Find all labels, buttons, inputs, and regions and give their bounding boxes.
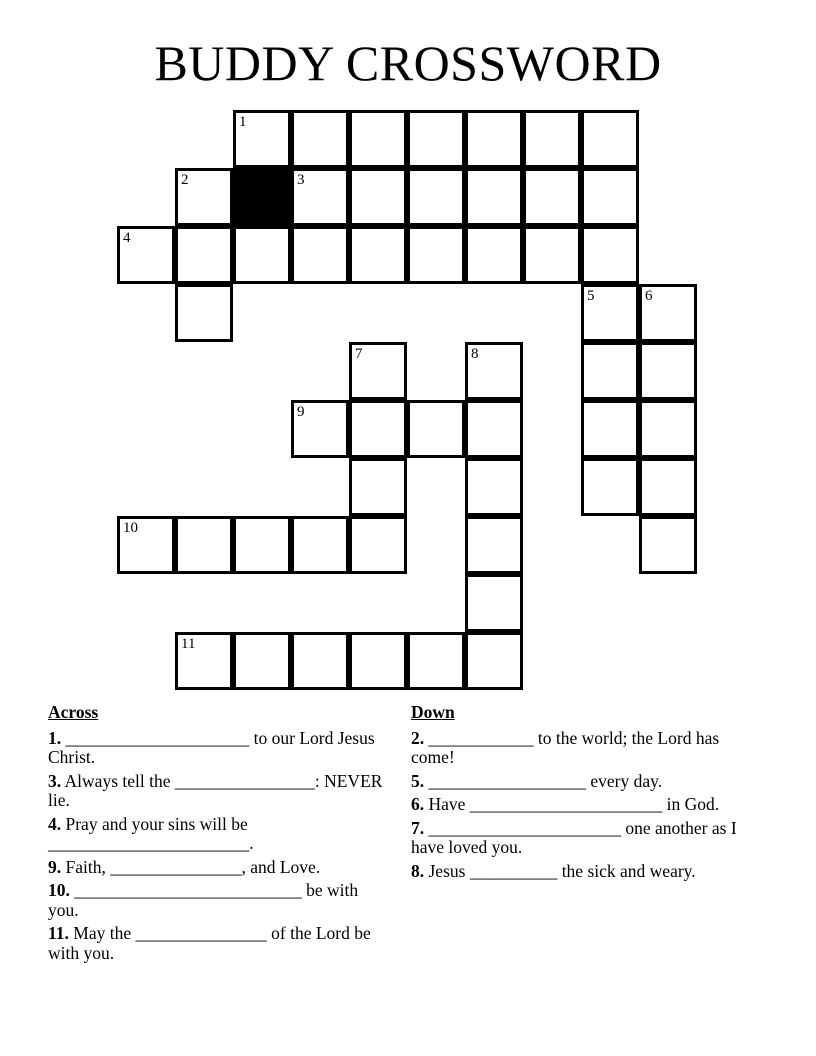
- grid-cell[interactable]: [465, 110, 523, 168]
- clue-number: 5.: [411, 770, 425, 791]
- clue-number-label: 11: [181, 636, 196, 652]
- clue-text: __________________ every day.: [428, 770, 663, 791]
- clue-text: _____________________ to our Lord Jesus Christ.: [48, 727, 375, 767]
- grid-cell[interactable]: [175, 226, 233, 284]
- down-clue: [411, 772, 746, 792]
- clue-number-label: 4: [123, 230, 131, 246]
- grid-cell[interactable]: [407, 400, 465, 458]
- grid-cell[interactable]: [581, 110, 639, 168]
- clue-text: ______________________ one another as I have loved you.: [411, 817, 737, 857]
- grid-cell[interactable]: [581, 458, 639, 516]
- grid-cell[interactable]: [349, 110, 407, 168]
- grid-cell[interactable]: [117, 516, 175, 574]
- clue-text: Have ______________________ in God.: [428, 794, 720, 814]
- grid-cell[interactable]: [175, 168, 233, 226]
- grid-cell[interactable]: [407, 226, 465, 284]
- across-clues: [48, 703, 383, 967]
- clue-number-label: 9: [297, 404, 305, 420]
- clue-number: 8.: [411, 860, 425, 881]
- grid-cell[interactable]: [581, 400, 639, 458]
- clue-number: 1.: [48, 727, 62, 748]
- grid-cell[interactable]: [233, 632, 291, 690]
- clue-number: 10.: [48, 880, 70, 900]
- across-clue: [48, 772, 383, 811]
- clue-text: Always tell the ________________: NEVER lie.: [48, 770, 383, 810]
- clue-number-label: 8: [471, 346, 479, 362]
- grid-cell[interactable]: [349, 458, 407, 516]
- grid-cell[interactable]: [349, 516, 407, 574]
- page-title: BUDDY CROSSWORD: [154, 35, 662, 91]
- grid-cell[interactable]: [639, 342, 697, 400]
- grid-cell[interactable]: [465, 458, 523, 516]
- grid-cell[interactable]: [465, 516, 523, 574]
- grid-cell[interactable]: [291, 110, 349, 168]
- clue-number-label: 5: [587, 288, 595, 304]
- across-clue: [48, 815, 383, 854]
- grid-cell[interactable]: [581, 168, 639, 226]
- grid-cell[interactable]: [465, 574, 523, 632]
- clue-number: 7.: [411, 817, 425, 838]
- grid-cell[interactable]: [523, 168, 581, 226]
- grid-cell[interactable]: [349, 226, 407, 284]
- grid-cell[interactable]: [117, 226, 175, 284]
- grid-cell[interactable]: [523, 226, 581, 284]
- grid-cell[interactable]: [175, 284, 233, 342]
- clue-text: May the _______________ of the Lord be with you.: [48, 923, 371, 963]
- across-clue: [48, 858, 383, 878]
- clue-number-label: 7: [355, 346, 363, 362]
- grid-cell[interactable]: [233, 110, 291, 168]
- grid-cell[interactable]: [465, 400, 523, 458]
- down-clue: [411, 729, 746, 768]
- grid-cell[interactable]: [581, 284, 639, 342]
- grid-cell[interactable]: [291, 168, 349, 226]
- down-clue: [411, 862, 746, 882]
- clue-number: 4.: [48, 813, 62, 834]
- clue-number-label: 10: [123, 520, 138, 536]
- grid-cell[interactable]: [639, 516, 697, 574]
- grid-cell[interactable]: [349, 342, 407, 400]
- grid-cell[interactable]: [175, 632, 233, 690]
- clue-text: ____________ to the world; the Lord has come!: [411, 727, 720, 767]
- grid-cell[interactable]: [465, 226, 523, 284]
- down-clue: [411, 795, 746, 815]
- down-clue: [411, 819, 746, 858]
- clue-number-label: 6: [645, 288, 653, 304]
- grid-cell[interactable]: [291, 226, 349, 284]
- across-clue: [48, 881, 383, 920]
- grid-cell[interactable]: [581, 342, 639, 400]
- grid-cell[interactable]: [407, 632, 465, 690]
- grid-cell[interactable]: [465, 168, 523, 226]
- across-clue: [48, 729, 383, 768]
- grid-cell[interactable]: [349, 632, 407, 690]
- grid-cell[interactable]: [291, 400, 349, 458]
- grid-cell[interactable]: [233, 226, 291, 284]
- down-clues: [411, 703, 746, 885]
- grid-cell[interactable]: [465, 632, 523, 690]
- grid-cell[interactable]: [407, 110, 465, 168]
- clue-number-label: 3: [297, 172, 305, 188]
- clue-number: 2.: [411, 727, 425, 748]
- across-clue: [48, 924, 383, 963]
- clue-text: Faith, _______________, and Love.: [65, 856, 321, 877]
- clue-text: Pray and your sins will be _______________________.: [48, 813, 254, 853]
- grid-cell[interactable]: [291, 632, 349, 690]
- clue-number: 3.: [48, 770, 62, 791]
- clue-text: __________________________ be with you.: [48, 880, 359, 920]
- black-square: [233, 168, 291, 226]
- clue-number: 9.: [48, 856, 62, 877]
- clue-number: 6.: [411, 794, 425, 814]
- grid-cell[interactable]: [349, 400, 407, 458]
- grid-cell[interactable]: [639, 284, 697, 342]
- grid-cell[interactable]: [349, 168, 407, 226]
- clue-number-label: 2: [181, 172, 189, 188]
- grid-cell[interactable]: [523, 110, 581, 168]
- grid-cell[interactable]: [639, 400, 697, 458]
- down-heading: Down: [411, 702, 455, 722]
- grid-cell[interactable]: [291, 516, 349, 574]
- grid-cell[interactable]: [233, 516, 291, 574]
- grid-cell[interactable]: [581, 226, 639, 284]
- clue-text: Jesus __________ the sick and weary.: [428, 860, 696, 881]
- clue-number: 11.: [48, 923, 69, 943]
- grid-cell[interactable]: [407, 168, 465, 226]
- grid-cell[interactable]: [465, 342, 523, 400]
- clue-number-label: 1: [239, 114, 247, 130]
- grid-cell[interactable]: [639, 458, 697, 516]
- across-heading: Across: [48, 702, 99, 722]
- grid-cell[interactable]: [175, 516, 233, 574]
